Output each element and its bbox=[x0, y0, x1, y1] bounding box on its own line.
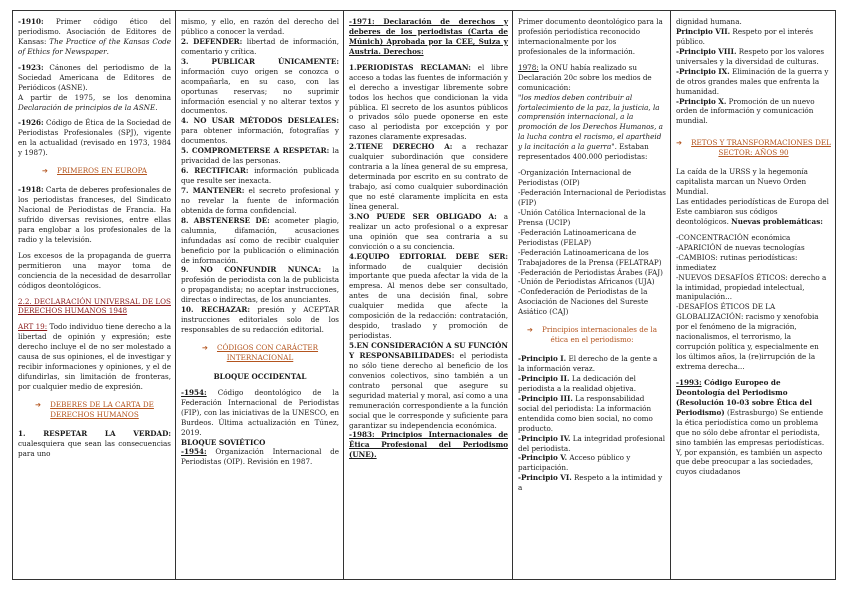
heading-bloque-sovietico: BLOQUE SOVIÉTICO bbox=[181, 437, 266, 447]
heading-retos: ➔ RETOS Y TRANSFORMACIONES DEL SECTOR: AÑOS 90 bbox=[676, 138, 831, 158]
list-item: -Unión de Periodistas Africanos (UJA) bbox=[518, 277, 655, 287]
arrow-icon: ➔ bbox=[676, 138, 683, 148]
deber-item-7: 7. MANTENER: el secreto profesional y no revelar la fuente de información obtenida de forma confidencial. bbox=[181, 185, 339, 215]
column-5 bbox=[670, 11, 836, 579]
heading-bloque-occidental: BLOQUE OCCIDENTAL bbox=[213, 371, 307, 381]
paragraph-1983: -1983: Principios Internacionales de Ética Profesional del Periodismo (UNE). bbox=[349, 430, 508, 460]
deber-item-8: 8. ABSTENERSE DE: acometer plagio, calumnia, difamación, acusaciones infundadas así como de recibir cualquier beneficio por la publicación o eliminación de información. bbox=[181, 215, 339, 265]
heading-codigos-internacional: ➔ CÓDIGOS CON CARÁCTER INTERNACIONAL bbox=[201, 343, 319, 362]
principio-item: -Principio IX. Eliminación de la guerra y de otros grandes males que enfrenta la humanidad. bbox=[676, 66, 829, 96]
list-item: -Federación Latinoamericana de Periodistas (FELAP) bbox=[518, 227, 637, 247]
principio-item: -Principio VI. Respeto a la intimidad y a bbox=[518, 473, 663, 493]
deber-item-6: 6. RECTIFICAR: información publicada que resulte ser inexacta. bbox=[181, 166, 339, 185]
paragraph-continuation: mismo, y ello, en razón del derecho del público a conocer la verdad. bbox=[181, 17, 339, 36]
principio-item: -Principio V. Acceso público y participación. bbox=[518, 453, 631, 473]
paragraph-quote: "los medios deben contribuir al fortalecimiento de la paz, la justicia, la comprensión internacional, a la promoción de los Derechos Humanos, a la lucha contra el racismo, el apartheid y la incitación a la guerra". Estaban representados 400.000 periodistas: bbox=[518, 92, 663, 162]
arrow-icon: ➔ bbox=[41, 166, 48, 176]
paragraph-entidades: Las entidades periodísticas de Europa del Este cambiaron sus códigos deontológicos. Nuevas problemáticas: bbox=[676, 197, 829, 226]
list-item: -Federación Latinoamericana de los Trabajadores de la Prensa (FELATRAP) bbox=[518, 247, 662, 267]
heading-declaracion-universal: 2.2. DECLARACIÓN UNIVERSAL DE LOS DERECHOS HUMANOS 1948 bbox=[18, 296, 171, 316]
derecho-item-1: 1.PERIODISTAS RECLAMAN: el libre acceso a todas las fuentes de información y el derecho a investigar libremente sobre todos los hechos que condicionan la vida pública. El secreto de los asuntos públicos o privados sólo puede oponerse en este caso al periodista por excepción y por razones claramente expresadas. bbox=[349, 62, 508, 142]
paragraph-1923: -1923: Cánones del periodismo de la Sociedad Americana de Editores de Periódicos (ASNE). bbox=[18, 62, 171, 92]
list-item: -CAMBIOS: rutinas periodísticas: inmediatez bbox=[676, 252, 798, 272]
paragraph-primer-documento: Primer documento deontológico para la profesión periodística reconocido internacionalmente por los profesionales de la información. bbox=[518, 17, 663, 56]
derecho-item-2: 2.TIENE DERECHO A: a rechazar cualquier subordinación que considere contraria a la línea general de su empresa, determinada por escrito en su contrato de trabajo, así como cualquier subordinación que no esté claramente implícita en esta línea general. bbox=[349, 142, 508, 211]
principio-item: -Principio III. La responsabilidad social del periodista: La información entendida como bien social, no como producto. bbox=[518, 393, 653, 433]
heading-primeros-europa: ➔ PRIMEROS EN EUROPA bbox=[41, 166, 148, 176]
paragraph-1954-oip: -1954: Organización Internacional de Periodistas (OIP). Revisión en 1987. bbox=[181, 447, 339, 467]
deber-item-2: 2. DEFENDER: libertad de información, comentario y crítica. bbox=[181, 36, 339, 56]
paragraph-1918: -1918: Carta de deberes profesionales de los periodistas franceses, del Sindicato Nacional de Periodistas de Francia. Ha sufrido diversas revisiones, entre ellas para englobar a los profesionales de la radio y la televisión. bbox=[18, 185, 172, 244]
year-label: -1910: bbox=[18, 17, 44, 26]
list-item: -CONCENTRACIÓN económica bbox=[676, 232, 791, 242]
heading-principios: ➔ Principios internacionales de la ética en el periodismo: bbox=[527, 325, 657, 345]
deber-item-9: 9. NO CONFUNDIR NUNCA: la profesión de periodista con la de publicista o propagandista; no aceptar instrucciones, directas o indirectas, de los anunciantes. bbox=[181, 265, 339, 305]
org-list bbox=[518, 168, 666, 317]
list-item: -Organización Internacional de Periodistas (OIP) bbox=[518, 168, 632, 188]
column-4 bbox=[512, 11, 670, 579]
principio-item: -Principio II. La dedicación del periodista a la realidad objetiva. bbox=[518, 373, 636, 393]
principio-item: -Principio I. El derecho de la gente a la información veraz. bbox=[518, 354, 658, 373]
arrow-icon: ➔ bbox=[527, 325, 534, 335]
column-3 bbox=[343, 11, 512, 579]
list-item: -Federación Internacional de Periodistas (FIP) bbox=[518, 188, 666, 207]
paragraph-1993: -1993: Código Europeo de Deontología del Periodismo (Resolución 10-03 sobre Ética del Periodismo) (Estrasburgo) Se entiende la ética periodística como un problema que no sólo debe afrontar el periodista, sino también las empresas periodísticas. Y, por expansión, es también un aspecto que debe preocupar a las sociedades, cuyos ciudadanos bbox=[676, 377, 825, 477]
paragraph-1910: -1910: Primer código ético del periodismo. Asociación de Editores de Kansas: The Practice of the Kansas Code of Ethics for Newspaper. bbox=[18, 17, 171, 56]
derecho-item-5: 5.EN CONSIDERACIÓN A SU FUNCIÓN Y RESPONSABILIDADES: el periodista no sólo tiene derecho al beneficio de los convenios colectivos, sino también a un contrato personal que asegure su seguridad material y moral, así como a una remuneración correspondiente a la función social que le corresponde y suficiente para garantizar su independencia económica. bbox=[349, 341, 508, 430]
paragraph-dignidad: dignidad humana. bbox=[676, 17, 742, 26]
principio-item: -Principio X. Promoción de un nuevo orden de información y comunicación mundial. bbox=[676, 96, 815, 126]
paragraph-1978: 1978: la ONU había realizado su Declaración 20c sobre los medios de comunicación: bbox=[518, 62, 652, 92]
column-2 bbox=[175, 11, 343, 579]
heading-deberes-carta: ➔ DEBERES DE LA CARTA DE DERECHOS HUMANOS bbox=[35, 399, 154, 419]
paragraph-art19: ART 19: Todo individuo tiene derecho a la libertad de opinión y expresión; este derecho incluye el de no ser molestado a causa de sus opiniones, el de investigar y recibir informaciones y opiniones, y el de difundirlas, sin limitación de fronteras, por cualquier medio de expresión. bbox=[18, 322, 171, 391]
deber-item-3: 3. PUBLICAR ÚNICAMENTE: información cuyo origen se conozca o acompañarla, en su caso, con las oportunas reservas; no suprimir información esencial y no alterar textos y documentos. bbox=[181, 56, 339, 116]
paragraph-excesos: Los excesos de la propaganda de guerra permitieron una mayor toma de conciencia de la necesidad de desarrollar códigos deontológicos. bbox=[18, 250, 171, 290]
list-item: -DESAFÍOS ÉTICOS DE LA GLOBALIZACIÓN: racismo y xenofobia por el fenómeno de la migración, nacionalismos, el terrorismo, la corrupción política y, especialmente en los últimos años, la (re)irrupción de la extrema derecha... bbox=[676, 302, 819, 371]
paragraph-1975: A partir de 1975, se los denomina Declaración de principios de la ASNE. bbox=[18, 92, 171, 112]
paragraph-1926: -1926: Código de Ética de la Sociedad de Periodistas Profesionales (SPJ), vigente en la actualidad (revisado en 1973, 1984 y 1987). bbox=[18, 118, 171, 158]
column-1 bbox=[12, 11, 175, 579]
list-item: -Federación de Periodistas Árabes (FAJ) bbox=[518, 267, 663, 277]
list-item: -Unión Católica Internacional de la Prensa (UCIP) bbox=[518, 207, 646, 227]
paragraph-1954-fip: -1954: Código deontológico de la Federación Internacional de Periodistas (FIP), con las iniciativas de la UNESCO, en Burdeos. Última actualización en Túnez, 2019. bbox=[181, 387, 339, 437]
deber-item-1: 1. RESPETAR LA VERDAD: cualesquiera que sean las consecuencias para uno bbox=[18, 428, 171, 458]
paragraph-urss: La caída de la URSS y la hegemonía capitalista marcan un Nuevo Orden Mundial. bbox=[676, 167, 808, 197]
document-page bbox=[12, 10, 836, 580]
principio-item: Principio VII. Respeto por el interés público. bbox=[676, 26, 814, 46]
paragraph-1971: -1971: Declaración de derechos y deberes de los periodistas (Carta de Múnich) Aprobada por la CEE, Suiza y Austria. Derechos: bbox=[349, 17, 508, 56]
derecho-item-3: 3.NO PUEDE SER OBLIGADO A: a realizar un acto profesional o a expresar una opinión que sea contraria a su convicción o a su conciencia. bbox=[349, 211, 508, 251]
deber-item-4: 4. NO USAR MÉTODOS DESLEALES: para obtener información, fotografías y documentos. bbox=[181, 116, 339, 146]
deber-item-10: 10. RECHAZAR: presión y ACEPTAR instrucciones editoriales solo de los responsables de su redacción editorial. bbox=[181, 305, 339, 335]
arrow-icon: ➔ bbox=[35, 399, 42, 409]
list-item: -NUEVOS DESAFÍOS ÉTICOS: derecho a la intimidad, propiedad intelectual, manipulación... bbox=[676, 272, 827, 302]
principio-item: -Principio VIII. Respeto por los valores universales y la diversidad de culturas. bbox=[676, 46, 825, 66]
deber-item-5: 5. COMPROMETERSE A RESPETAR: la privacidad de las personas. bbox=[181, 146, 339, 166]
list-item: -APARICIÓN de nuevas tecnologías bbox=[676, 242, 805, 252]
list-item: -Confederación de Periodistas de la Asociación de Naciones del Sureste Asiático (CAJ) bbox=[518, 287, 649, 317]
principio-item: -Principio IV. La integridad profesional del periodista. bbox=[518, 433, 666, 453]
derecho-item-4: 4.EQUIPO EDITORIAL DEBE SER: informado de cualquier decisión importante que pueda afectar la vida de la empresa. Al menos debe ser consultado, antes de una decisión final, sobre cualquier medida que afecte la composición de la redacción: contratación, despido, traslado y promoción de periodistas. bbox=[349, 251, 508, 341]
arrow-icon: ➔ bbox=[201, 343, 208, 352]
